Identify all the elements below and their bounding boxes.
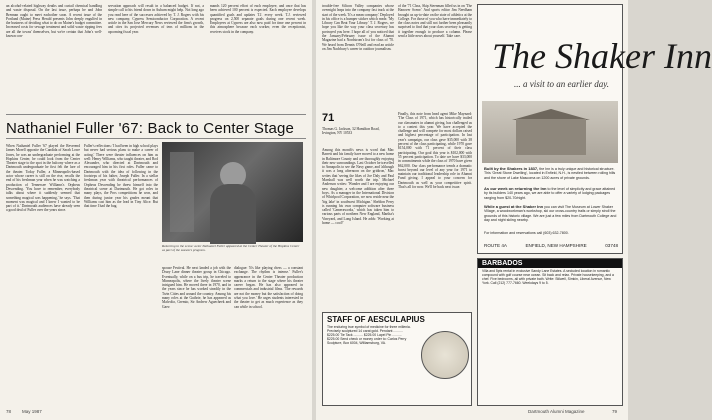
issue-date: May 1987 — [22, 409, 42, 414]
body-mid: Finally, this note from head agent Mike Maynard: 'The Class of 1971, which has historically trailed our classmates in alumni giving, has challenged us to a contest this year. We have accepted the challenge and will compete for most dollars raised and highest percentage of participation. In last year's campaign, our class gave $35,000 with 38 percent of the class participating, while 1970 gave $154,000 with 71 percent of their class participating. Our goal this year is $102,000 with 55 percent participation. To date we have $33,000 in commitments while the class of 1970 have given $62,000. Our class performance trends a dramatic boost beyond our level of any year for 1971 to maintain our traditional leadership role in Alumni Fund giving. I appeal to your concern for Dartmouth as well as your competitive spirit. That's all for now. We'll be back next issue. — [398, 112, 472, 190]
page-number: 78 — [6, 409, 12, 414]
shaker-inn-tagline: ... a visit to an earlier day. — [514, 79, 609, 89]
shaker-inn-address: ROUTE 4A ENFIELD, NEW HAMPSHIRE 03748 — [484, 243, 618, 248]
shaker-inn-title: The Shaker Inn — [492, 36, 712, 76]
barbados-ad-text: Villa and 5pts rental in exclusive Sandy Lane Estates. A secluded location in romantic compound with golf course near ocean. Sit back and relax. Private housekeeping, and a chef. Five bedrooms, all with private bath. Write: Stilwell, Simkin, Liberal Avenue, New York. Call (212) 777-7660. Weekdays 9 to 5. — [482, 269, 614, 285]
right-page — [316, 0, 712, 420]
secretary-address: Thomas G. Jackson, 32 Hamilton Road, Irvington, NY 10533 — [322, 127, 380, 136]
col-top-mid: servation approach will result in a balanced budget. If not, a simple call to his friend down in Auburn might help. Not long ago you read here of the successes achieved by T. J. Rogers with his new company, Cypress Semiconductor Corporation. A recent article in the San Jose Mercury News reviewed the firm's growth, and cites its projected revenues of tens of millions in the upcoming fiscal year. — [108, 4, 204, 34]
shaker-inn-p3: While a guest at the Shaker Inn you can visit The Museum at Lower Shaker Village, a woodworkman's workshop, ski our cross-country trails or simply stroll the grounds of this historic village. We are just a few miles from Dartmouth College and day and night skiing nearby. — [484, 204, 617, 222]
shaker-inn-p1: Built by the Shakers in 1837, the Inn is a truly unique and historical structure. This 'Great Stone Dwelling', located in Enfield, N.H., is nestled between rolling hills and the shore of Lake Mascoma on 1200 acres of private grounds. — [484, 166, 616, 180]
photo-caption: Returning to the scene: actor Nathaniel Fuller appeared at the Center Theater of the Hopkins Center as part of the season's program. — [162, 244, 300, 252]
left-page — [0, 0, 312, 420]
divider — [6, 138, 306, 139]
divider — [6, 114, 306, 115]
col-top-right: mands 120 percent effort of each employee, and once that has been achieved 100 percent is expected. Each employee develops quantified goals and updates T.J. every week. T.J. reviewed progress on 2,500 separate goals during one recent week. Employees at Cypress are also now paid for time one percent in this atmosphere because each worker, even the receptionist, receives stock in the company. — [210, 4, 306, 34]
shaker-inn-contact: For information and reservations call (603) 632-7800. — [484, 231, 569, 235]
body-col-5: dialogue: 'It's like playing chess — a constant exchange. The rhythm is intense.' Fuller's appearance in the Center Theater production marks a return to the stage where his theater career began. He has also appeared in commercials and industrial films. 'The rewards are not the money but the satisfaction of doing what you love.' He urges students interested in the theater to get as much experience as they can while in school. — [234, 266, 303, 309]
staff-ad-title: STAFF OF AESCULAPIUS — [327, 315, 425, 324]
magazine-name: Dartmouth Alumni Magazine — [528, 409, 585, 414]
col-top-left: trouble-free Silicon Valley companies whose overnight leaps into the company fast track at the start of the week. 'It's a mean company.' Deployed in his office is a bumper sticker which reads: 'My Library Can Beat Your Library.' T. J. Rogers, we hope you like the way your class secretary has portrayed you here. I hope all of you noticed that the January/February issue of the Alumni Magazine had a Nordstrom's list for class of '70. We heard from Dennis O'Neill and read an article on Jim Nachbury's career in outdoor journalism. — [322, 4, 394, 51]
actor-photo — [162, 142, 303, 242]
barbados-ad-title: BARBADOS — [478, 259, 622, 268]
shaker-inn-image — [482, 101, 618, 163]
caduceus-icon — [421, 331, 469, 379]
article-headline: Nathaniel Fuller '67: Back to Center Stage — [6, 120, 295, 137]
col-top-right: of the '71 Class, Skip Steenman filled us in on 'The Hanover Scene.' And sports editor Jim Needham brought us up-to-date on the state of athletics at the College. For those of you who have immediately to the class notes and still not further been pleasantly surprised to find that your class secretary is getting it together enough to produce a column. Please send a little news about yourself. Take care. — [398, 4, 472, 39]
page-number: 79 — [612, 409, 618, 414]
body-col-1: When Nathaniel Fuller '67 played the Reverend James Morell opposite the Candida of Sarah Lowe Jones, he was an undergraduate performing at the Hopkins Center, he could look from the Center Theater stage to the spot in the balcony where as a Dartmouth undergraduate he first felt the lure of the theater. Today Fuller, a Minneapolis-based actor whose career is still on the rise, recalls the end of his freshman year when he was watching a production of Tennessee Williams's Orpheus Descending. 'You have to remember, everybody talks about where it suddenly seemed that something magical was happening,' he says. 'That moment was magical and I knew I wanted to be part of it.' Dartmouth audiences have already seen a good deal of Fuller over the years since. — [6, 144, 80, 213]
shaker-inn-p2: As our week on returning the Inn to the level of simplicity and grace attained by its builders 140 years ago, we are able to offer a variety of lodging packages ranging from $20-70/night. — [484, 186, 616, 200]
staff-ad — [322, 312, 472, 406]
body-col-2: Fuller's reflections: 'I had been in high school plays but never had serious plans to make a career of acting.' There were theater influences on him as well: Henry Williams, who taught theater, and Rod Alexander, who directed at Dartmouth and encouraged him in his first roles. Fuller came to Dartmouth with the idea of following in the footsteps of his father, Joseph Fuller. In a stellar freshman year with theatrical performances of Orpheus Descending he threw himself into the theatrical scene at Dartmouth. He got roles in many plays, the Pros competitions he won, and then during junior year his grades meant that Williams cast him as the lead in Tiny Alice. But that time I had the bug. — [84, 144, 158, 209]
staff-ad-text: The enduring true symbol of medicine for three millenia. Precisely sculptured 14 carat gold. Pendant .......... $225.00 Tie Tack .......... $225.00 Lapel Pin .......... $225.00 Send check or money order to: Carlos Perry Sculpture, Box 6004, Williamsburg, VA. — [327, 325, 411, 345]
body-col-4: spouse Festival. He next landed a job with the Drury Lane dinner theater group in Chicago. Eventually, while on a bus trip, he traveled to Minneapolis, where the lively theater scene intrigued him. He moved there in 1970, and in the years since he has worked steadily in the Twin Cities and around the country. Among his many roles at the Guthrie, he has appeared as Malvolio, Gremio, Sir Andrew Aguecheek and Gaev. — [162, 266, 231, 309]
body-left: Among this month's news is word that Mac Barrett and his family have moved to a new home in Baltimore County and are thoroughly enjoying their new surroundings. Last October he travelled to Annapolis to see the Navy game, and 'although it was a long afternoon on the gridiron,' Mac writes that 'seeing the likes of Joe Daly and Paul Marshall was well worth the trip.' Michael Anderson writes: 'Wonder and I are enjoying our new daughter, a welcome addition after three boys. As a manager in the International Division of Whirlpool Corporation, we now reside near the 'big lake' in southwest Michigan.' Sheldon Perry is running his own computer software business called 'Cameraworks,' which has taken him to various parts of northern New England, Martha's Vineyard, and Long Island. He adds: 'Working at home — cool!' — [322, 148, 394, 226]
col-top-left: an alcohol-related highway deaths and curtail chemical handling and waste disposal. On the last issue, perhaps he and John Brennan ought to meet eachother soon. A recent issue of the Portland (Maine) Press Herald presents John deeply engulfed in the business of deciding what to do on Maine's budget committee. Increased costs for sewage treatment and solid waste ripping fees are all the towns' themselves, but we're certain that John's well-known con- — [6, 4, 102, 39]
barbados-ad — [477, 258, 623, 406]
shaker-inn-ad — [477, 4, 712, 254]
class-year: 71 — [322, 112, 335, 124]
